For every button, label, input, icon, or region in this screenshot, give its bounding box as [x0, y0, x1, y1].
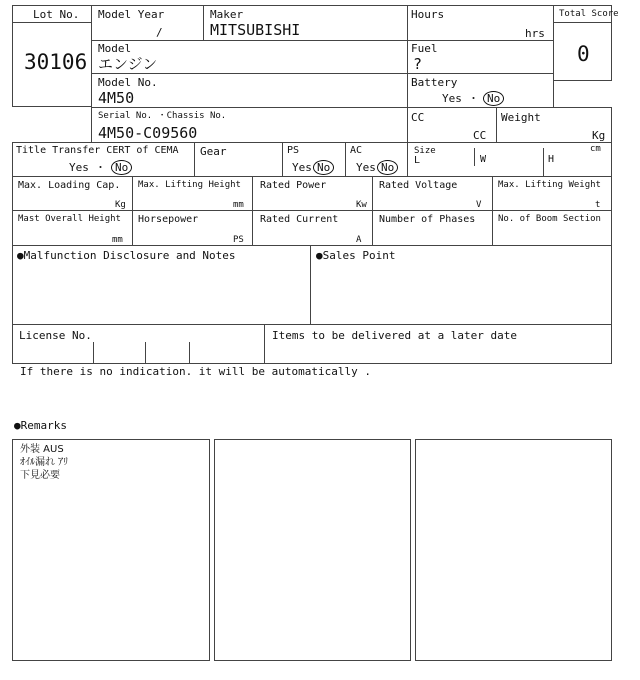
license-label: License No. [19, 329, 92, 342]
remarks-label: ●Remarks [14, 419, 67, 432]
boom-sections-cell [492, 210, 612, 246]
phases-label: Number of Phases [379, 214, 476, 225]
remarks-box-1 [12, 439, 210, 661]
size-h: H [548, 154, 555, 165]
serial-label: Serial No. ・Chassis No. [98, 111, 227, 121]
boom-sections-label: No. of Boom Section [498, 214, 601, 224]
fuel-label: Fuel [411, 42, 438, 55]
ps-no-circled: No [313, 160, 334, 175]
weight-label: Weight [501, 111, 541, 124]
ac-cell [345, 142, 408, 177]
rated-current-unit: A [356, 235, 362, 245]
model-no-value: 4M50 [98, 89, 135, 107]
model-value: エンジン [98, 55, 158, 73]
max-loading-cell [12, 176, 133, 211]
rated-voltage-label: Rated Voltage [379, 180, 458, 191]
total-score-value: 0 [577, 42, 590, 66]
ps-yes: Yes [292, 161, 312, 174]
malfunction-cell [12, 245, 311, 325]
phases-cell [372, 210, 493, 246]
rated-power-label: Rated Power [260, 180, 327, 191]
battery-no-circled: No [483, 91, 504, 106]
title-transfer-no-circled: No [111, 160, 132, 175]
weight-cell [496, 107, 612, 143]
mast-height-label: Mast Overall Height [18, 214, 121, 224]
rated-current-label: Rated Current [260, 214, 339, 225]
max-loading-unit: Kg [115, 200, 126, 210]
remarks-box-2 [214, 439, 411, 661]
title-transfer-label: Title Transfer CERT of CEMA [16, 145, 179, 156]
cc-label: CC [411, 111, 425, 124]
sales-point-label: ●Sales Point [316, 249, 396, 262]
rated-power-cell [252, 176, 373, 211]
weight-unit: Kg [592, 129, 606, 142]
cc-cell [407, 107, 497, 143]
model-year-label: Model Year [98, 8, 165, 21]
items-later-cell [264, 324, 612, 364]
ps-cell [282, 142, 346, 177]
max-lift-weight-cell [492, 176, 612, 211]
rated-power-unit: Kw [356, 200, 367, 210]
remarks-box-3 [415, 439, 612, 661]
license-divider-2 [145, 342, 146, 364]
horsepower-label: Horsepower [138, 214, 199, 225]
size-w: W [480, 154, 487, 165]
size-l: L [414, 155, 421, 166]
battery-dot: ・ [468, 92, 479, 105]
remarks-line-2: ｵｲﾙ漏れ ｱﾘ [20, 457, 69, 468]
maker-label: Maker [210, 8, 244, 21]
ac-yes: Yes [356, 161, 376, 174]
items-later-label: Items to be delivered at a later date [272, 329, 518, 342]
max-lift-height-label: Max. Lifting Height [138, 180, 241, 190]
gear-label: Gear [200, 145, 227, 158]
auto-note: If there is no indication. it will be automatically . [20, 365, 371, 378]
max-lift-height-cell [132, 176, 253, 211]
max-loading-label: Max. Loading Cap. [18, 180, 121, 191]
maker-cell [203, 5, 408, 41]
model-year-value: / [156, 26, 163, 39]
model-no-cell [91, 73, 408, 108]
total-score-label: Total Score [559, 9, 619, 19]
lot-number: 30106 [24, 50, 88, 74]
hours-unit: hrs [525, 27, 545, 40]
hours-label: Hours [411, 8, 445, 21]
rated-voltage-unit: V [476, 200, 482, 210]
size-divider-1 [474, 148, 475, 166]
horsepower-cell [132, 210, 253, 246]
lot-label: Lot No. [33, 8, 80, 21]
max-lift-weight-unit: t [595, 200, 601, 210]
mast-height-cell [12, 210, 133, 246]
lot-box [12, 5, 92, 107]
model-no-label: Model No. [98, 76, 158, 89]
fuel-value: ? [413, 55, 423, 73]
size-cell [407, 142, 612, 177]
ps-label: PS [287, 145, 300, 156]
model-label: Model [98, 42, 132, 55]
max-lift-height-unit: mm [233, 200, 244, 210]
rated-voltage-cell [372, 176, 493, 211]
model-cell [91, 40, 408, 74]
maker-value: MITSUBISHI [210, 21, 301, 39]
cc-unit: CC [473, 129, 487, 142]
title-transfer-dot: ・ [95, 161, 106, 174]
ac-label: AC [350, 145, 363, 156]
license-divider-3 [189, 342, 190, 364]
size-label: Size [414, 146, 436, 156]
license-divider-1 [93, 342, 94, 364]
malfunction-label: ●Malfunction Disclosure and Notes [17, 249, 236, 262]
model-year-cell [91, 5, 204, 41]
remarks-line-3: 下見必要 [20, 470, 60, 481]
ac-no-circled: No [377, 160, 398, 175]
total-score-cell [553, 5, 619, 81]
gear-cell [194, 142, 283, 177]
battery-cell [407, 73, 554, 108]
remarks-line-1: 外装 AUS [20, 444, 64, 455]
license-cell [12, 324, 265, 364]
battery-label: Battery [411, 76, 458, 89]
size-unit: cm [590, 144, 601, 154]
horsepower-unit: PS [233, 235, 244, 245]
sales-point-cell [310, 245, 612, 325]
battery-yes: Yes [442, 92, 462, 105]
serial-cell [91, 107, 408, 143]
size-divider-2 [543, 148, 544, 176]
title-transfer-yes: Yes [69, 161, 89, 174]
title-transfer-cell [12, 142, 195, 177]
mast-height-unit: mm [112, 235, 123, 245]
hours-cell [407, 5, 554, 41]
rated-current-cell [252, 210, 373, 246]
serial-value: 4M50-C09560 [98, 124, 198, 142]
max-lift-weight-label: Max. Lifting Weight [498, 180, 601, 190]
fuel-cell [407, 40, 554, 74]
